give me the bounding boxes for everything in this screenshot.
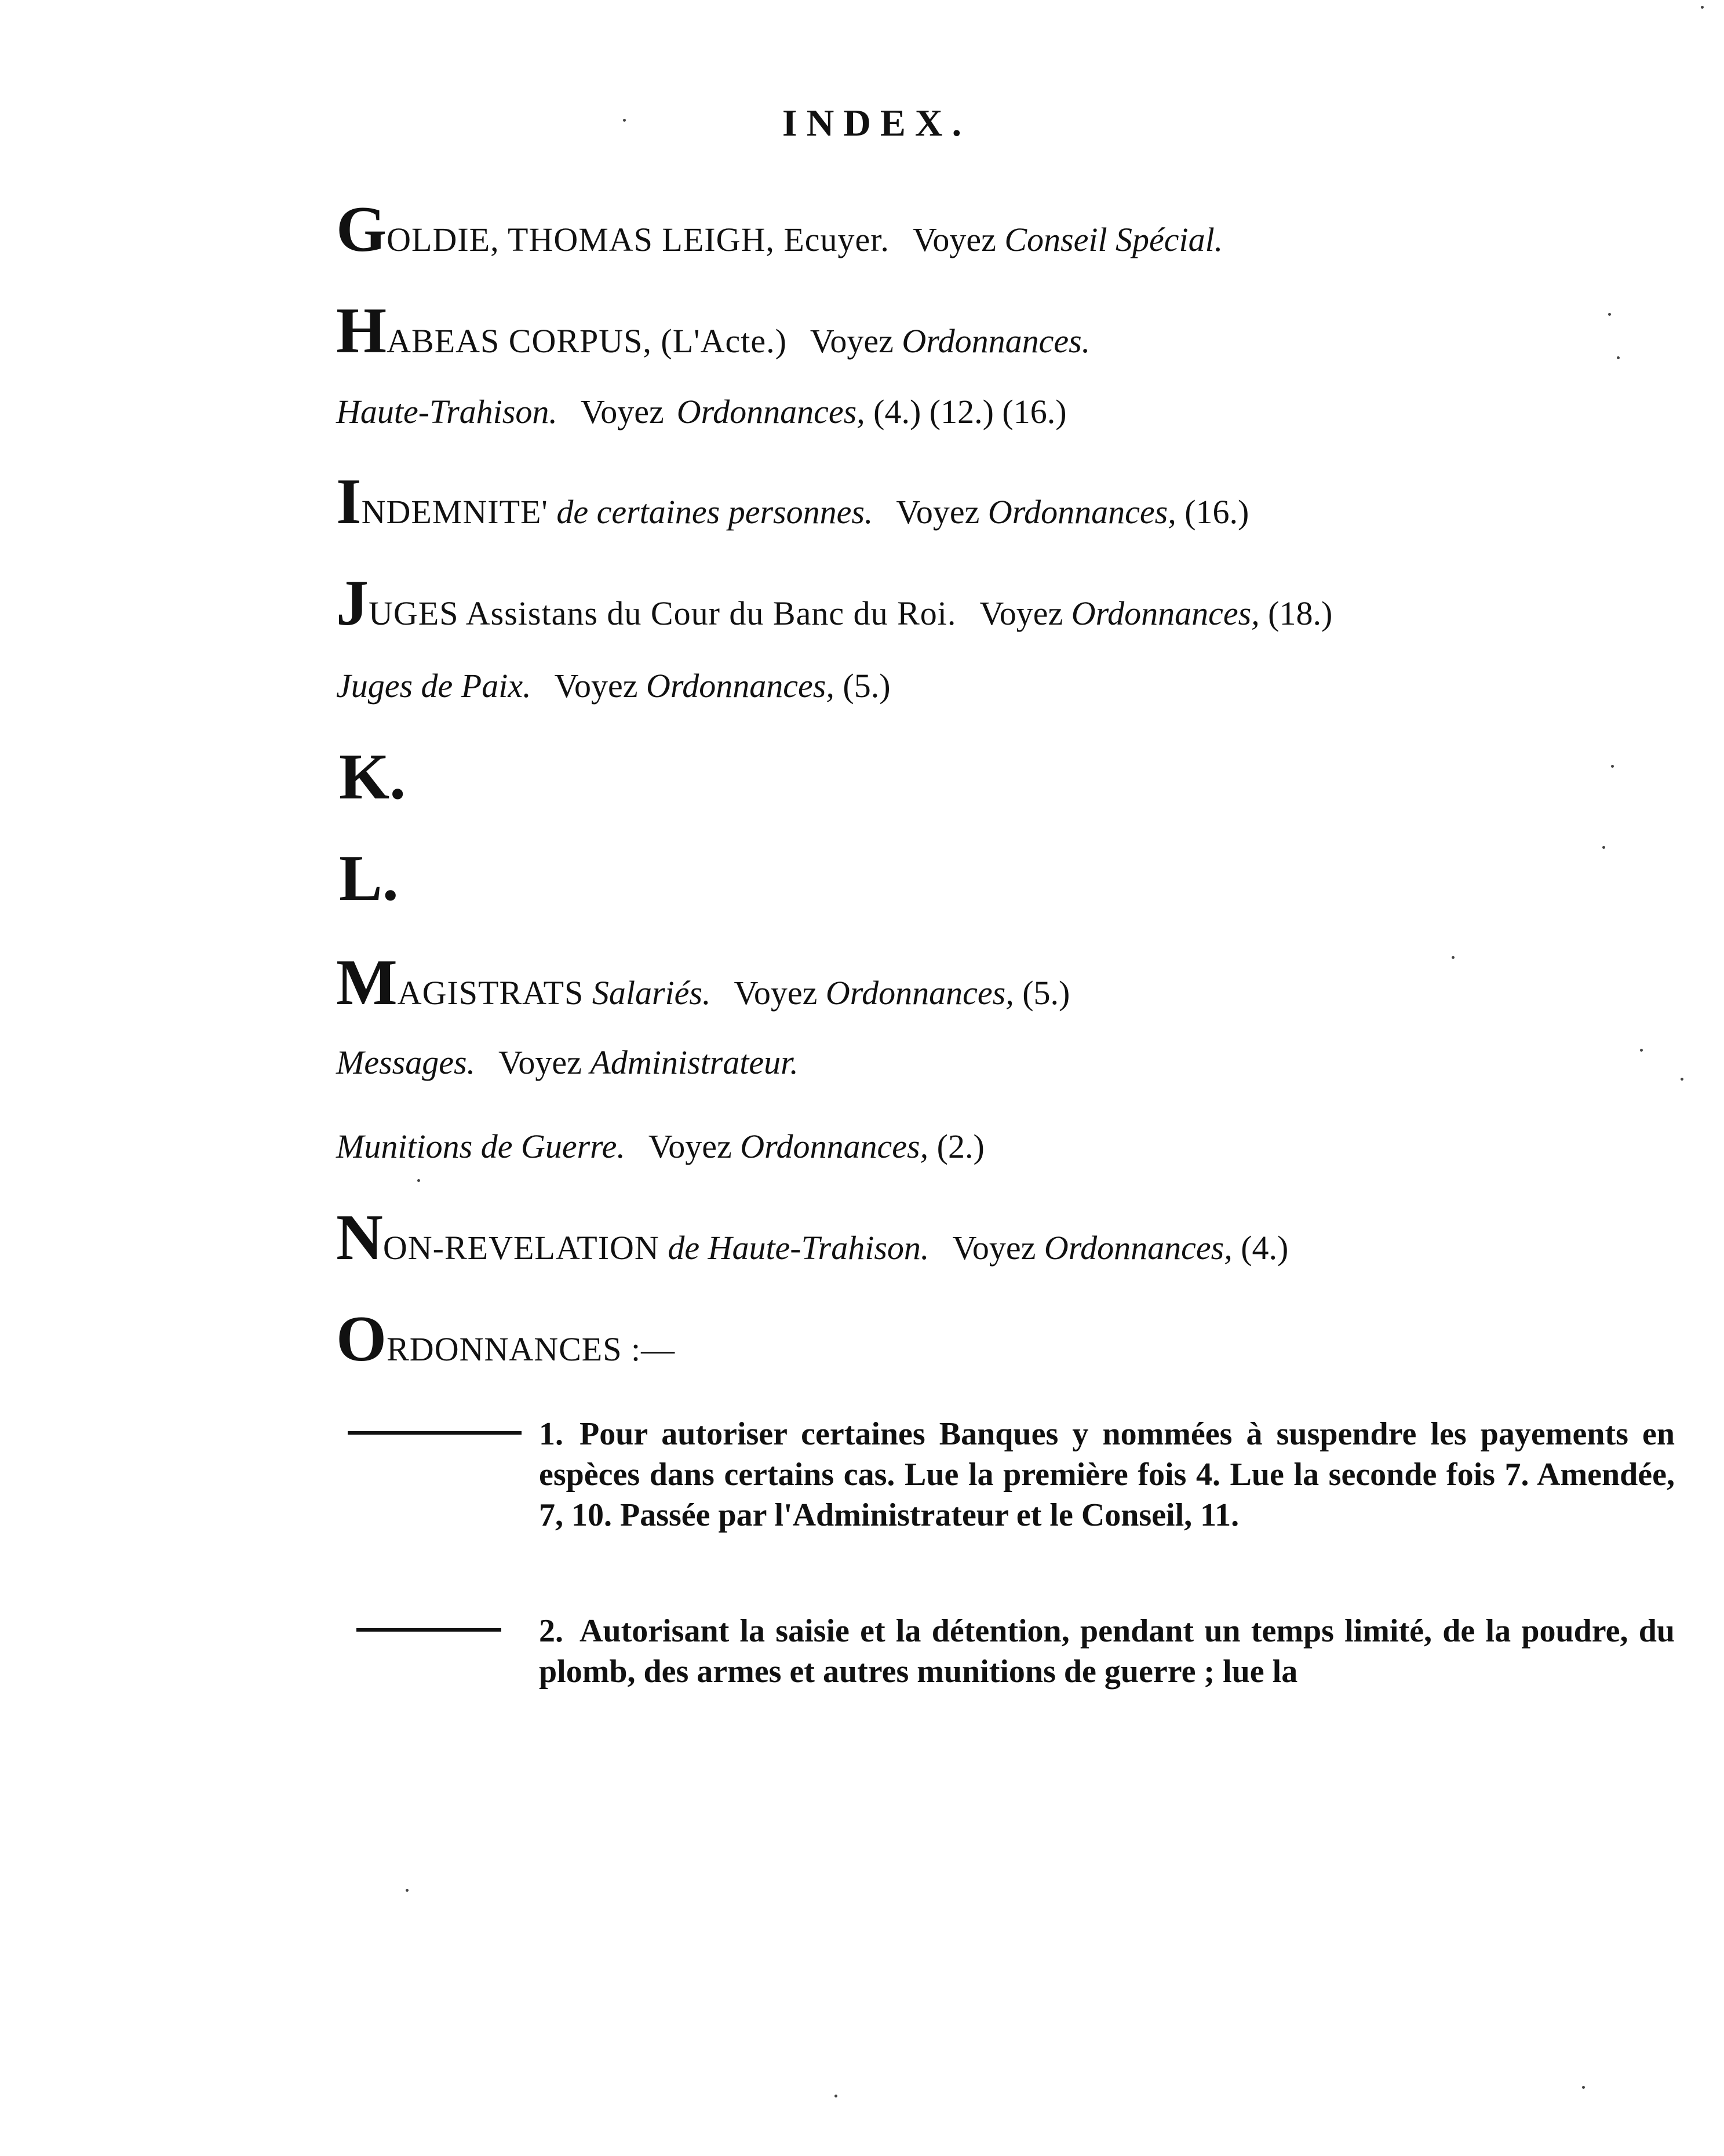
section-letter-l: L.: [339, 842, 399, 914]
reference-numbers: (4.) (12.) (16.): [873, 393, 1067, 431]
see-label: Voyez: [912, 221, 996, 258]
see-label: Voyez: [648, 1128, 732, 1165]
scan-speck: [406, 1889, 409, 1892]
see-label: Voyez: [498, 1044, 582, 1081]
drop-cap: N: [336, 1202, 383, 1274]
drop-cap: J: [336, 567, 369, 639]
entry-term: Messages.: [336, 1044, 476, 1081]
index-entry-haute-trahison: [336, 395, 1686, 429]
reference-numbers: (16.): [1184, 493, 1249, 531]
cross-reference: Ordonnances,: [1071, 594, 1260, 632]
entry-heading: UGES Assistans du Cour du Banc du Roi.: [369, 594, 957, 632]
index-entry-juges: [336, 567, 1686, 639]
entry-qualifier: Salariés.: [592, 974, 711, 1012]
cross-reference: Conseil Spécial.: [1004, 221, 1223, 258]
see-label: Voyez: [979, 594, 1063, 632]
drop-cap: O: [336, 1303, 387, 1375]
index-entry-juges-de-paix: [336, 669, 1686, 703]
entry-term: Munitions de Guerre.: [336, 1128, 625, 1165]
entry-heading: RDONNANCES :—: [387, 1330, 676, 1368]
cross-reference: Ordonnances,: [1044, 1229, 1233, 1267]
index-entry-non-revelation: [336, 1202, 1686, 1274]
see-label: Voyez: [896, 493, 980, 531]
entry-term: Juges de Paix.: [336, 667, 531, 705]
reference-numbers: (4.): [1241, 1229, 1289, 1267]
drop-cap: G: [336, 194, 387, 265]
entry-qualifier: de certaines personnes.: [556, 493, 873, 531]
entry-heading: OLDIE, THOMAS LEIGH, Ecuyer.: [387, 221, 890, 258]
see-label: Voyez: [580, 393, 664, 431]
drop-cap: I: [336, 466, 362, 538]
ordonnance-number: 1.: [539, 1416, 563, 1452]
ordonnance-description: Pour autoriser certaines Banques y nommées à suspendre les payements en espèces dans certains cas. Lue la première fois 4. Lue la seconde fois 7. Amendée, 7, 10. Passée par l'Administrateur et le Conseil, 11.: [539, 1416, 1675, 1533]
entry-heading: ABEAS CORPUS, (L'Acte.): [387, 322, 787, 360]
leader-dash: [356, 1628, 501, 1632]
index-entry-goldie: [336, 194, 1686, 265]
entry-heading: ON-REVELATION: [382, 1229, 659, 1267]
drop-cap: M: [336, 947, 398, 1019]
ordonnance-item: [348, 1414, 1675, 1576]
reference-numbers: (18.): [1268, 594, 1333, 632]
ordonnance-text: [539, 1611, 1675, 1692]
scan-speck: [1701, 6, 1704, 9]
index-entry-messages: [336, 1046, 1686, 1079]
see-label: Voyez: [810, 322, 894, 360]
entry-qualifier: de Haute-Trahison.: [668, 1229, 930, 1267]
cross-reference: Ordonnances,: [987, 493, 1176, 531]
ordonnance-number: 2.: [539, 1613, 563, 1649]
scan-speck: [1608, 313, 1611, 316]
scan-speck: [1617, 356, 1620, 359]
cross-reference: Ordonnances,: [825, 974, 1014, 1012]
index-entry-magistrats: [336, 947, 1686, 1019]
see-label: Voyez: [554, 667, 638, 705]
reference-numbers: (2.): [936, 1128, 985, 1165]
entry-heading: AGISTRATS: [397, 974, 584, 1012]
leader-dash: [348, 1431, 522, 1435]
see-label: Voyez: [952, 1229, 1036, 1267]
page-title: INDEX.: [782, 102, 971, 144]
index-entry-indemnite: [336, 466, 1686, 538]
index-entry-ordonnances: [336, 1303, 1686, 1375]
ordonnance-item: [348, 1611, 1675, 1698]
cross-reference: Administrateur.: [590, 1044, 799, 1081]
scan-speck: [1582, 2086, 1585, 2089]
reference-numbers: (5.): [1022, 974, 1070, 1012]
entry-term: Haute-Trahison.: [336, 393, 557, 431]
scan-speck: [1681, 1078, 1683, 1081]
drop-cap: H: [336, 295, 387, 367]
scan-speck: [1611, 765, 1614, 768]
scan-speck: [623, 119, 626, 122]
ordonnance-description: Autorisant la saisie et la détention, pendant un temps limité, de la poudre, du plomb, des armes et autres munitions de guerre ; lue la: [539, 1613, 1675, 1690]
reference-numbers: (5.): [843, 667, 891, 705]
scan-speck: [1640, 1049, 1643, 1052]
section-letter-k: K.: [339, 741, 406, 813]
scan-speck: [1452, 956, 1455, 959]
scan-speck: [834, 2095, 837, 2097]
scan-speck: [1602, 846, 1605, 849]
index-entry-habeas-corpus: [336, 295, 1686, 367]
ordonnance-text: [539, 1414, 1675, 1535]
cross-reference: Ordonnances,: [740, 1128, 929, 1165]
entry-heading: NDEMNITE': [361, 493, 548, 531]
see-label: Voyez: [734, 974, 818, 1012]
cross-reference: Ordonnances,: [676, 393, 865, 431]
cross-reference: Ordonnances.: [902, 322, 1091, 360]
index-entry-munitions-de-guerre: [336, 1130, 1686, 1163]
cross-reference: Ordonnances,: [646, 667, 834, 705]
scan-speck: [417, 1179, 420, 1182]
